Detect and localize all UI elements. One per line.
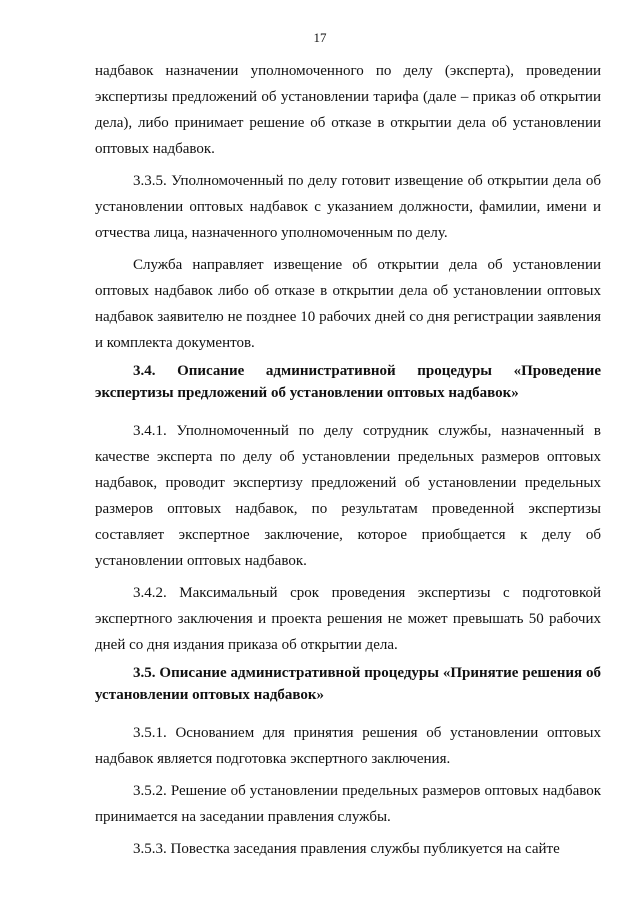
section-heading-3-4: 3.4. Описание административной процедуры «Проведение экспертизы предложений об установлении оптовых надбавок» — [95, 363, 601, 401]
paragraph-3-4-1: 3.4.1. Уполномоченный по делу сотрудник службы, назначенный в качестве эксперта по делу об установлении предельных размеров оптовых надбавок, проводит экспертизу предложений об установлении предельных размеров оптовых надбавок, по результатам проведенной экспертизы составляет экспертное заключение, которое приобщается к делу об установлении оптовых надбавок. — [95, 423, 601, 569]
paragraph-3-5-3: 3.5.3. Повестка заседания правления службы публикуется на сайте — [133, 841, 560, 857]
document-body — [95, 58, 601, 862]
paragraph-service-notice: Служба направляет извещение об открытии дела об установлении оптовых надбавок либо об отказе в открытии дела об установлении оптовых надбавок заявителю не позднее 10 рабочих дней со дня регистрации заявления и комплекта документов. — [95, 257, 601, 351]
paragraph-3-3-5: 3.3.5. Уполномоченный по делу готовит извещение об открытии дела об установлении оптовых надбавок с указанием должности, фамилии, имени и отчества лица, назначенного уполномоченным по делу. — [95, 173, 601, 241]
paragraph-3-5-1: 3.5.1. Основанием для принятия решения об установлении оптовых надбавок является подготовка экспертного заключения. — [95, 725, 601, 767]
paragraph-continuation: надбавок назначении уполномоченного по делу (эксперта), проведении экспертизы предложений об установлении тарифа (дале – приказ об открытии дела), либо принимает решение об отказе в открытии дела об установлении оптовых надбавок. — [95, 63, 601, 157]
page-number: 17 — [313, 30, 327, 45]
paragraph-3-4-2: 3.4.2. Максимальный срок проведения экспертизы с подготовкой экспертного заключения и проекта решения не может превышать 50 рабочих дней со дня издания приказа об открытии дела. — [95, 585, 601, 653]
paragraph-3-5-2: 3.5.2. Решение об установлении предельных размеров оптовых надбавок принимается на заседании правления службы. — [95, 783, 601, 825]
section-heading-3-5: 3.5. Описание административной процедуры «Принятие решения об установлении оптовых надбавок» — [95, 665, 601, 703]
